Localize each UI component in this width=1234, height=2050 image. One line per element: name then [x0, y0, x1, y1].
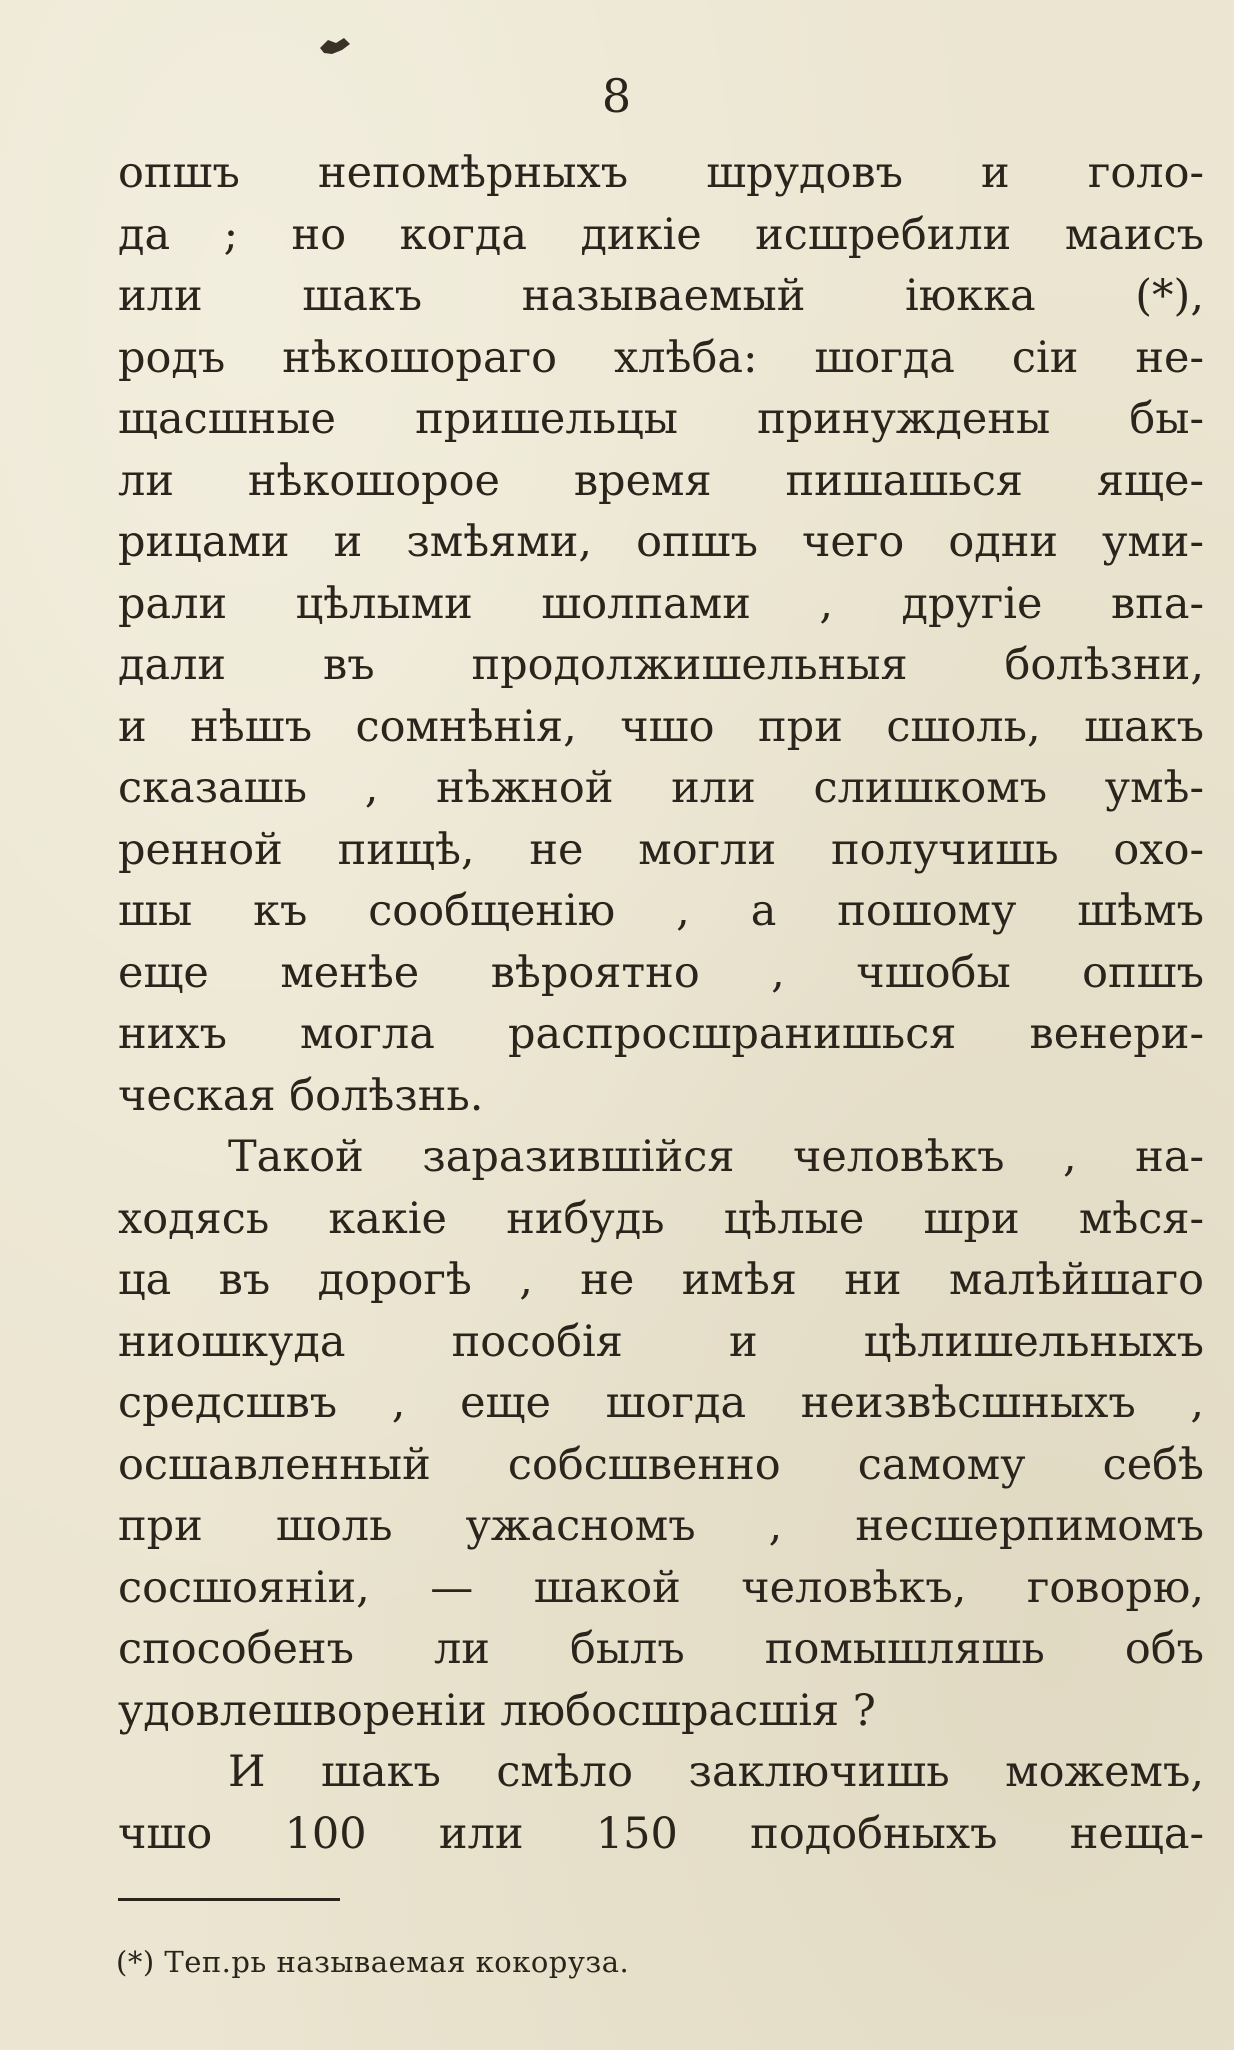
text-line: ходясь какіе нибудь цѣлые шри мѣся- [118, 1193, 1204, 1244]
text-line: удовлешвореніи любосшрасшія ? [118, 1685, 876, 1736]
text-line: сказашь , нѣжной или слишкомъ умѣ- [118, 763, 1204, 813]
text-line: шы къ сообщенію , а пошому шѣмъ [118, 886, 1204, 936]
text-line: нихъ могла распросшранишься венери- [118, 1009, 1204, 1059]
text-line: чшо 100 или 150 подобныхъ нещa- [118, 1808, 1204, 1859]
text-line: сосшояніи, — шакой человѣкъ, говорю, [118, 1562, 1204, 1613]
text-line: еще менѣе вѣроятно , чшобы опшъ [118, 947, 1204, 998]
ink-speck [318, 34, 352, 58]
text-line: И шакъ смѣло заключишь можемъ, [228, 1747, 1204, 1797]
text-line: опшъ непомѣрныхъ шрудовъ и голо- [118, 148, 1204, 198]
text-line: да ; но когда дикіе исшребили маисъ [118, 209, 1204, 260]
text-line: ли нѣкошорое время пишашься яще- [118, 455, 1204, 506]
text-line: способенъ ли былъ помышляшь объ [118, 1624, 1204, 1674]
text-line: ренной пищѣ, не могли получишь охо- [118, 824, 1204, 875]
text-line: и нѣшъ сомнѣнія, чшо при сшоль, шакъ [118, 701, 1204, 752]
text-line: осшавленный собсшвенно самому себѣ [118, 1439, 1204, 1490]
text-line: родъ нѣкошораго хлѣба: шогда сіи не- [118, 332, 1204, 383]
text-line: или шакъ называемый іюкка (*), [118, 271, 1204, 321]
text-line: рали цѣлыми шолпами , другіе впа- [118, 578, 1204, 629]
text-line: Такой заразившійся человѣкъ , на- [228, 1132, 1204, 1182]
footnote-divider [118, 1898, 340, 1901]
text-line: ца въ дорогѣ , не имѣя ни малѣйшаго [118, 1255, 1204, 1305]
footnote: (*) Теп.рь называемая кокоруза. [116, 1945, 630, 1979]
text-line: при шоль ужасномъ , несшерпимомъ [118, 1501, 1204, 1551]
text-line: ниошкуда пособія и цѣлишельныхъ [118, 1316, 1204, 1367]
text-line: средсшвъ , еще шогда неизвѣсшныхъ , [118, 1378, 1204, 1428]
text-line: щасшные пришельцы принуждены бы- [118, 394, 1204, 444]
text-line: дали въ продолжишельныя болѣзни, [118, 640, 1204, 690]
text-line: ческая болѣзнь. [118, 1070, 484, 1121]
body-text [118, 143, 1204, 1865]
page-number: 8 [601, 69, 633, 123]
text-line: рицами и змѣями, опшъ чего одни уми- [118, 517, 1204, 567]
